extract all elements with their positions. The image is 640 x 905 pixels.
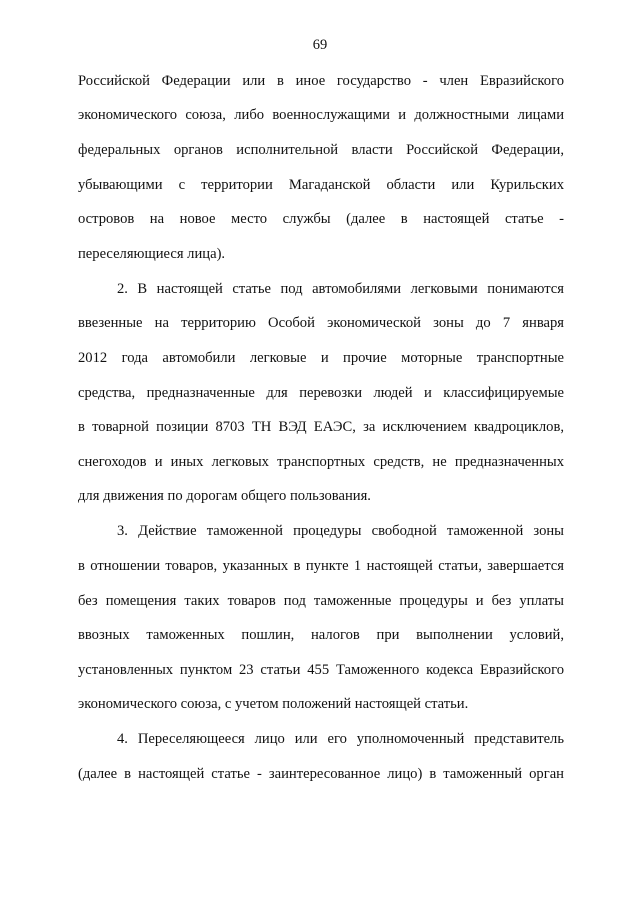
- text-line: установленных пунктом 23 статьи 455 Таможенного кодекса Евразийского: [78, 662, 564, 678]
- text-line: для движения по дорогам общего пользования.: [78, 488, 371, 504]
- text-line: ввозных таможенных пошлин, налогов при выполнении условий,: [78, 627, 564, 643]
- page-number: 69: [312, 37, 328, 53]
- paragraph-start-line: 2. В настоящей статье под автомобилями легковыми понимаются: [117, 281, 564, 297]
- text-line: снегоходов и иных легковых транспортных средств, не предназначенных: [78, 454, 564, 470]
- text-line: без помещения таких товаров под таможенные процедуры и без уплаты: [78, 593, 564, 609]
- text-line: 2012 года автомобили легковые и прочие моторные транспортные: [78, 350, 564, 366]
- text-line: островов на новое место службы (далее в настоящей статье -: [78, 211, 564, 227]
- text-line: убывающими с территории Магаданской области или Курильских: [78, 177, 564, 193]
- paragraph-start-line: 4. Переселяющееся лицо или его уполномоченный представитель: [117, 731, 564, 747]
- text-line: Российской Федерации или в иное государство - член Евразийского: [78, 73, 564, 89]
- text-line: средства, предназначенные для перевозки людей и классифицируемые: [78, 385, 564, 401]
- paragraph-start-line: 3. Действие таможенной процедуры свободной таможенной зоны: [117, 523, 564, 539]
- text-line: ввезенные на территорию Особой экономической зоны до 7 января: [78, 315, 564, 331]
- text-line: (далее в настоящей статье - заинтересованное лицо) в таможенный орган: [78, 766, 564, 782]
- text-line: переселяющиеся лица).: [78, 246, 226, 262]
- text-line: федеральных органов исполнительной власти Российской Федерации,: [78, 142, 564, 158]
- text-line: в товарной позиции 8703 ТН ВЭД ЕАЭС, за исключением квадроциклов,: [78, 419, 564, 435]
- text-line: экономического союза, с учетом положений настоящей статьи.: [78, 696, 469, 712]
- text-line: экономического союза, либо военнослужащими и должностными лицами: [78, 107, 564, 123]
- text-line: в отношении товаров, указанных в пункте 1 настоящей статьи, завершается: [78, 558, 564, 574]
